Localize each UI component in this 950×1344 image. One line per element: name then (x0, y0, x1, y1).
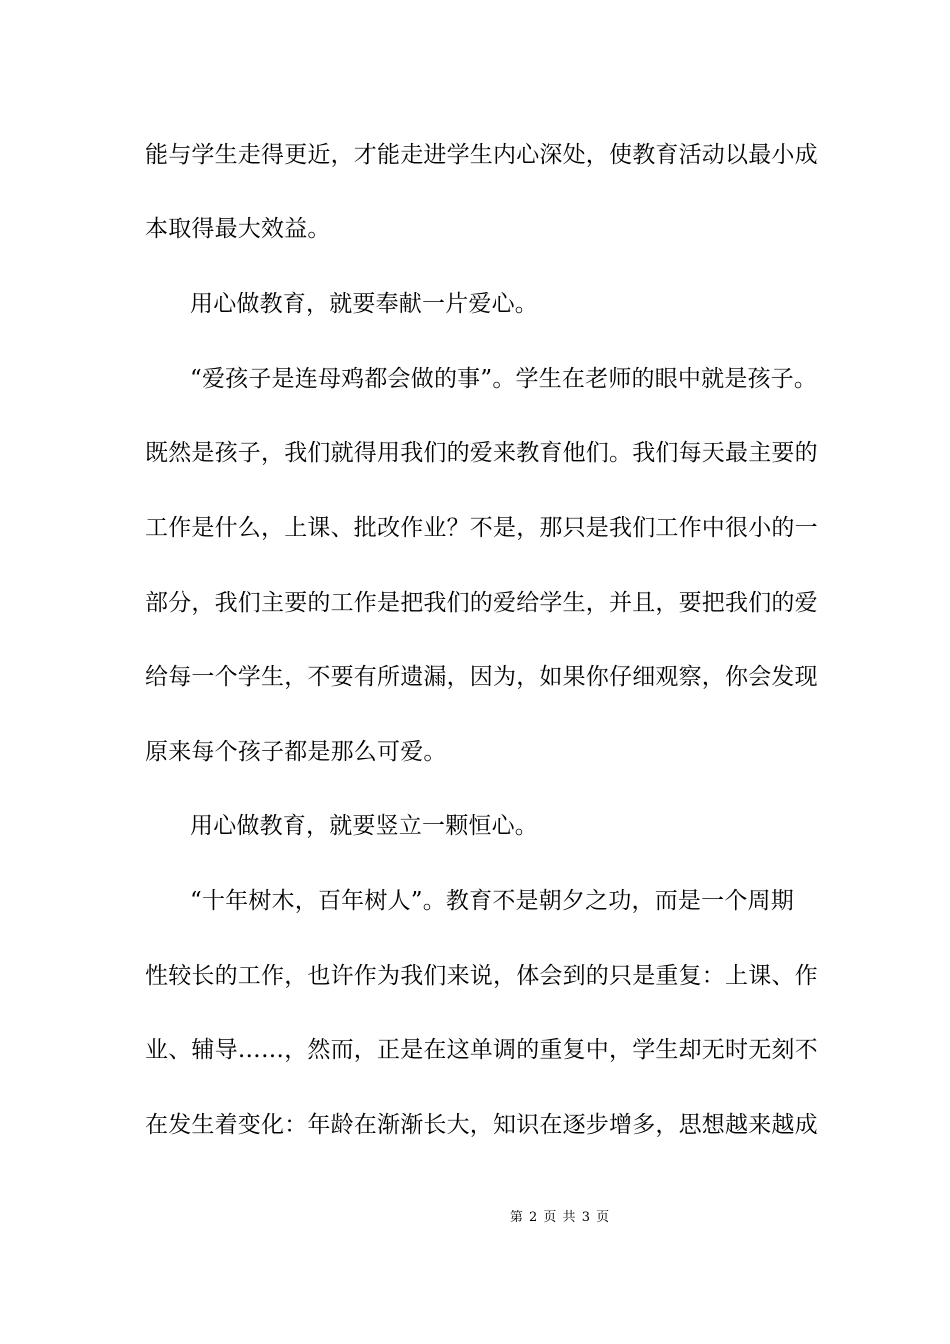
section-heading: 用心做教育，就要竖立一颗恒心。 (190, 813, 538, 839)
text-line: 给每一个学生，不要有所遗漏，因为，如果你仔细观察，你会发现 (145, 664, 818, 690)
section-heading: 用心做教育，就要奉献一片爱心。 (190, 291, 538, 317)
text-line: 性较长的工作，也许作为我们来说，体会到的只是重复：上课、作 (145, 963, 818, 989)
text-line: 业、辅导……，然而，正是在这单调的重复中，学生却无时无刻不 (145, 1037, 818, 1063)
text-line: 能与学生走得更近，才能走进学生内心深处，使教育活动以最小成 (145, 142, 818, 168)
text-line: “爱孩子是连母鸡都会做的事”。学生在老师的眼中就是孩子。 (190, 366, 818, 392)
text-line: 在发生着变化：年龄在渐渐长大，知识在逐步增多，思想越来越成 (145, 1112, 818, 1138)
text-line: 既然是孩子，我们就得用我们的爱来教育他们。我们每天最主要的 (145, 440, 818, 466)
text-line: “十年树木，百年树人”。教育不是朝夕之功，而是一个周期 (190, 888, 794, 914)
text-line: 本取得最大效益。 (145, 216, 331, 242)
page-number-footer: 第 2 页 共 3 页 (509, 1210, 611, 1225)
text-line: 工作是什么，上课、批改作业？不是，那只是我们工作中很小的一 (145, 515, 818, 541)
text-line: 部分，我们主要的工作是把我们的爱给学生，并且，要把我们的爱 (145, 590, 818, 616)
text-line: 原来每个孩子都是那么可爱。 (145, 739, 447, 765)
